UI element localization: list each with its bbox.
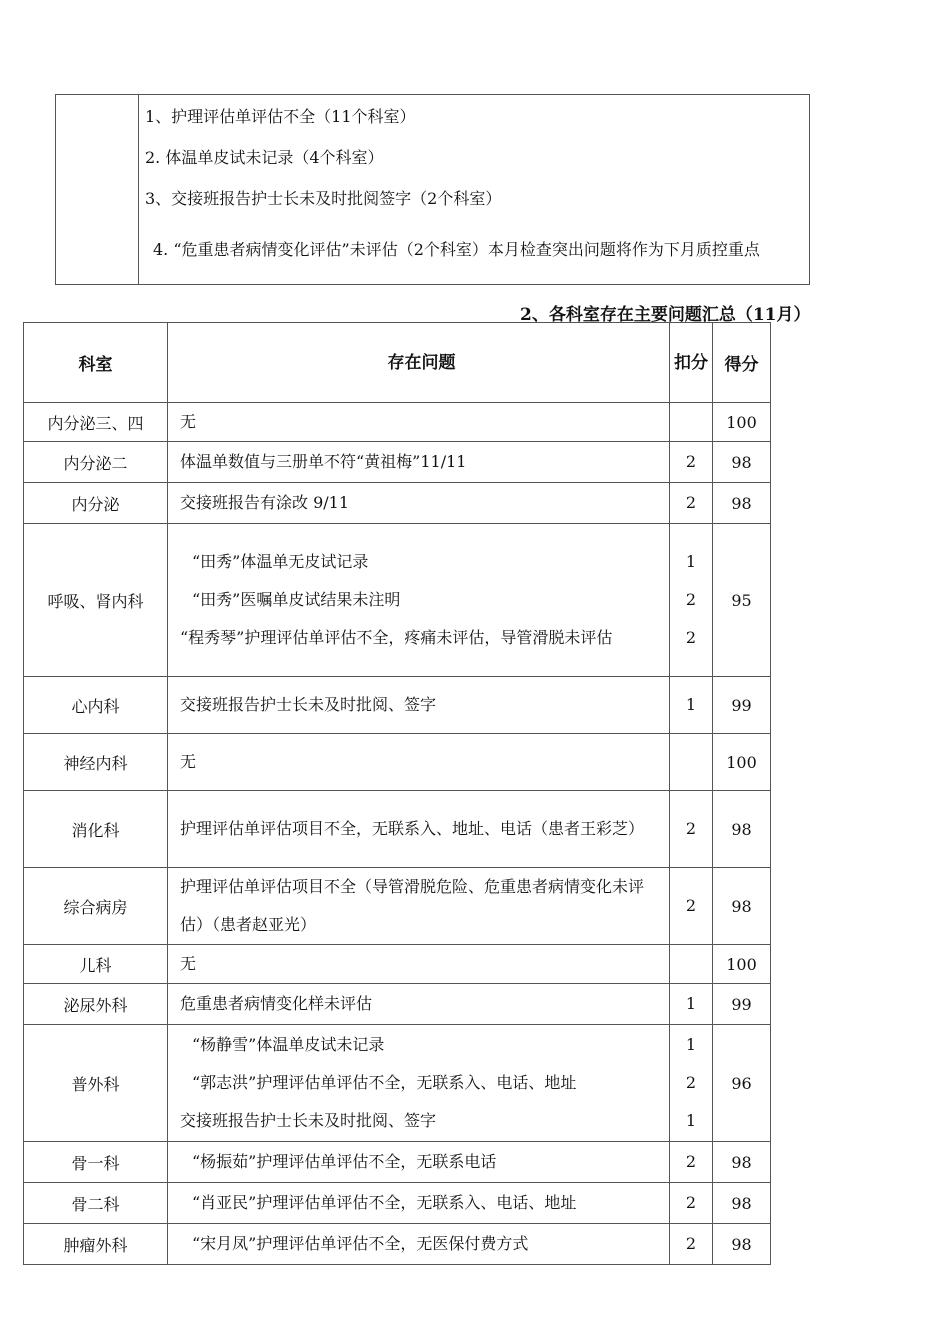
score-cell: 98 bbox=[713, 1142, 771, 1183]
issue-cell bbox=[168, 483, 670, 524]
score-cell: 100 bbox=[713, 403, 771, 442]
deduct-value: 2 bbox=[685, 819, 697, 838]
dept-cell: 内分泌二 bbox=[24, 442, 168, 483]
score-cell: 95 bbox=[713, 524, 771, 677]
score-cell: 98 bbox=[713, 791, 771, 868]
issue-text: 无 bbox=[180, 752, 197, 771]
deduct-cell bbox=[670, 1142, 713, 1183]
issue-text: 无 bbox=[180, 412, 197, 431]
deduct-cell bbox=[670, 403, 713, 442]
issue-text: “宋月凤”护理评估单评估不全，无医保付费方式 bbox=[192, 1234, 529, 1253]
issues-table bbox=[23, 322, 771, 1265]
summary-item-1: 1、护理评估单评估不全（11个科室） bbox=[145, 107, 416, 126]
dept-cell: 消化科 bbox=[24, 791, 168, 868]
dept-cell: 骨一科 bbox=[24, 1142, 168, 1183]
issue-text: “田秀”体温单无皮试记录 bbox=[192, 552, 369, 571]
deduct-cell bbox=[670, 945, 713, 984]
summary-label-cell bbox=[56, 95, 139, 284]
table-row bbox=[24, 1142, 771, 1183]
deduct-cell bbox=[670, 483, 713, 524]
deduct-cell bbox=[670, 868, 713, 945]
issue-text: “田秀”医嘱单皮试结果未注明 bbox=[192, 590, 401, 609]
score-cell: 96 bbox=[713, 1025, 771, 1142]
issue-cell bbox=[168, 868, 670, 945]
table-row bbox=[24, 734, 771, 791]
issue-cell bbox=[168, 1224, 670, 1265]
table-body bbox=[24, 403, 771, 1265]
dept-cell: 骨二科 bbox=[24, 1183, 168, 1224]
dept-cell: 综合病房 bbox=[24, 868, 168, 945]
issue-cell bbox=[168, 677, 670, 734]
table-row bbox=[24, 483, 771, 524]
issue-cell bbox=[168, 734, 670, 791]
deduct-value: 1 bbox=[685, 552, 697, 571]
summary-item-2: 2. 体温单皮试未记录（4个科室） bbox=[145, 148, 384, 167]
deduct-cell bbox=[670, 1025, 713, 1142]
dept-cell: 普外科 bbox=[24, 1025, 168, 1142]
issue-cell bbox=[168, 791, 670, 868]
header-score: 得分 bbox=[713, 323, 771, 403]
deduct-value: 2 bbox=[685, 590, 697, 609]
issue-text: 体温单数值与三册单不符“黄祖梅”11/11 bbox=[180, 452, 467, 471]
issue-text: 护理评估单评估项目不全，无联系入、地址、电话（患者王彩芝） bbox=[180, 819, 645, 838]
score-cell: 98 bbox=[713, 1183, 771, 1224]
dept-cell: 神经内科 bbox=[24, 734, 168, 791]
deduct-value: 2 bbox=[685, 1152, 697, 1171]
deduct-value: 2 bbox=[685, 896, 697, 915]
table-row bbox=[24, 1025, 771, 1142]
table-row bbox=[24, 677, 771, 734]
score-cell: 98 bbox=[713, 442, 771, 483]
table-row bbox=[24, 868, 771, 945]
deduct-value: 2 bbox=[685, 452, 697, 471]
dept-cell: 呼吸、肾内科 bbox=[24, 524, 168, 677]
dept-cell: 心内科 bbox=[24, 677, 168, 734]
issue-cell bbox=[168, 524, 670, 677]
dept-cell: 肿瘤外科 bbox=[24, 1224, 168, 1265]
issue-text: “杨振茹”护理评估单评估不全，无联系电话 bbox=[192, 1152, 497, 1171]
deduct-value: 2 bbox=[685, 1234, 697, 1253]
issue-text: “程秀琴”护理评估单评估不全，疼痛未评估，导管滑脱未评估 bbox=[180, 628, 613, 647]
issue-text: 交接班报告护士长未及时批阅、签字 bbox=[180, 1111, 437, 1130]
issue-text: 无 bbox=[180, 954, 197, 973]
table-row bbox=[24, 524, 771, 677]
deduct-cell bbox=[670, 1183, 713, 1224]
header-deduct: 扣分 bbox=[670, 323, 713, 403]
score-cell: 100 bbox=[713, 734, 771, 791]
summary-item-4: 4. “危重患者病情变化评估”未评估（2个科室）本月检查突出问题将作为下月质控重点 bbox=[153, 240, 760, 259]
issue-cell bbox=[168, 403, 670, 442]
deduct-value: 2 bbox=[685, 1193, 697, 1212]
issue-text: 危重患者病情变化样未评估 bbox=[180, 994, 373, 1013]
summary-box bbox=[55, 94, 810, 285]
deduct-value: 2 bbox=[685, 628, 697, 647]
deduct-value: 1 bbox=[685, 1035, 697, 1054]
table-row bbox=[24, 403, 771, 442]
table-row bbox=[24, 1183, 771, 1224]
issue-cell bbox=[168, 1025, 670, 1142]
issue-cell bbox=[168, 945, 670, 984]
dept-cell: 内分泌 bbox=[24, 483, 168, 524]
table-header-row bbox=[24, 323, 771, 403]
issue-cell bbox=[168, 1183, 670, 1224]
table-row bbox=[24, 442, 771, 483]
issue-cell bbox=[168, 984, 670, 1025]
deduct-cell bbox=[670, 791, 713, 868]
score-cell: 99 bbox=[713, 677, 771, 734]
deduct-value: 2 bbox=[685, 493, 697, 512]
score-cell: 98 bbox=[713, 1224, 771, 1265]
deduct-cell bbox=[670, 677, 713, 734]
deduct-cell bbox=[670, 984, 713, 1025]
issue-text: “郭志洪”护理评估单评估不全，无联系入、电话、地址 bbox=[192, 1073, 577, 1092]
score-cell: 100 bbox=[713, 945, 771, 984]
header-dept: 科室 bbox=[24, 323, 168, 403]
table-row bbox=[24, 1224, 771, 1265]
issue-cell bbox=[168, 1142, 670, 1183]
issue-text: “肖亚民”护理评估单评估不全，无联系入、电话、地址 bbox=[192, 1193, 577, 1212]
table-row bbox=[24, 791, 771, 868]
dept-cell: 儿科 bbox=[24, 945, 168, 984]
table-row bbox=[24, 984, 771, 1025]
issue-text: “杨静雪”体温单皮试未记录 bbox=[192, 1035, 385, 1054]
dept-cell: 内分泌三、四 bbox=[24, 403, 168, 442]
score-cell: 99 bbox=[713, 984, 771, 1025]
summary-item-3: 3、交接班报告护士长未及时批阅签字（2个科室） bbox=[145, 189, 502, 208]
deduct-value: 2 bbox=[685, 1073, 697, 1092]
section-title: 2、各科室存在主要问题汇总（11月） bbox=[520, 305, 811, 325]
score-cell: 98 bbox=[713, 868, 771, 945]
issue-text: 交接班报告有涂改 9/11 bbox=[180, 493, 350, 512]
dept-cell: 泌尿外科 bbox=[24, 984, 168, 1025]
issue-text: 护理评估单评估项目不全（导管滑脱危险、危重患者病情变化未评估）（患者赵亚光） bbox=[180, 877, 645, 934]
deduct-cell bbox=[670, 734, 713, 791]
table-row bbox=[24, 945, 771, 984]
deduct-value: 1 bbox=[685, 1111, 697, 1130]
header-issue: 存在问题 bbox=[168, 323, 670, 403]
score-cell: 98 bbox=[713, 483, 771, 524]
summary-items bbox=[139, 95, 809, 284]
deduct-cell bbox=[670, 1224, 713, 1265]
issue-cell bbox=[168, 442, 670, 483]
deduct-cell bbox=[670, 442, 713, 483]
deduct-value: 1 bbox=[685, 994, 697, 1013]
deduct-cell bbox=[670, 524, 713, 677]
issue-text: 交接班报告护士长未及时批阅、签字 bbox=[180, 695, 437, 714]
deduct-value: 1 bbox=[685, 695, 697, 714]
